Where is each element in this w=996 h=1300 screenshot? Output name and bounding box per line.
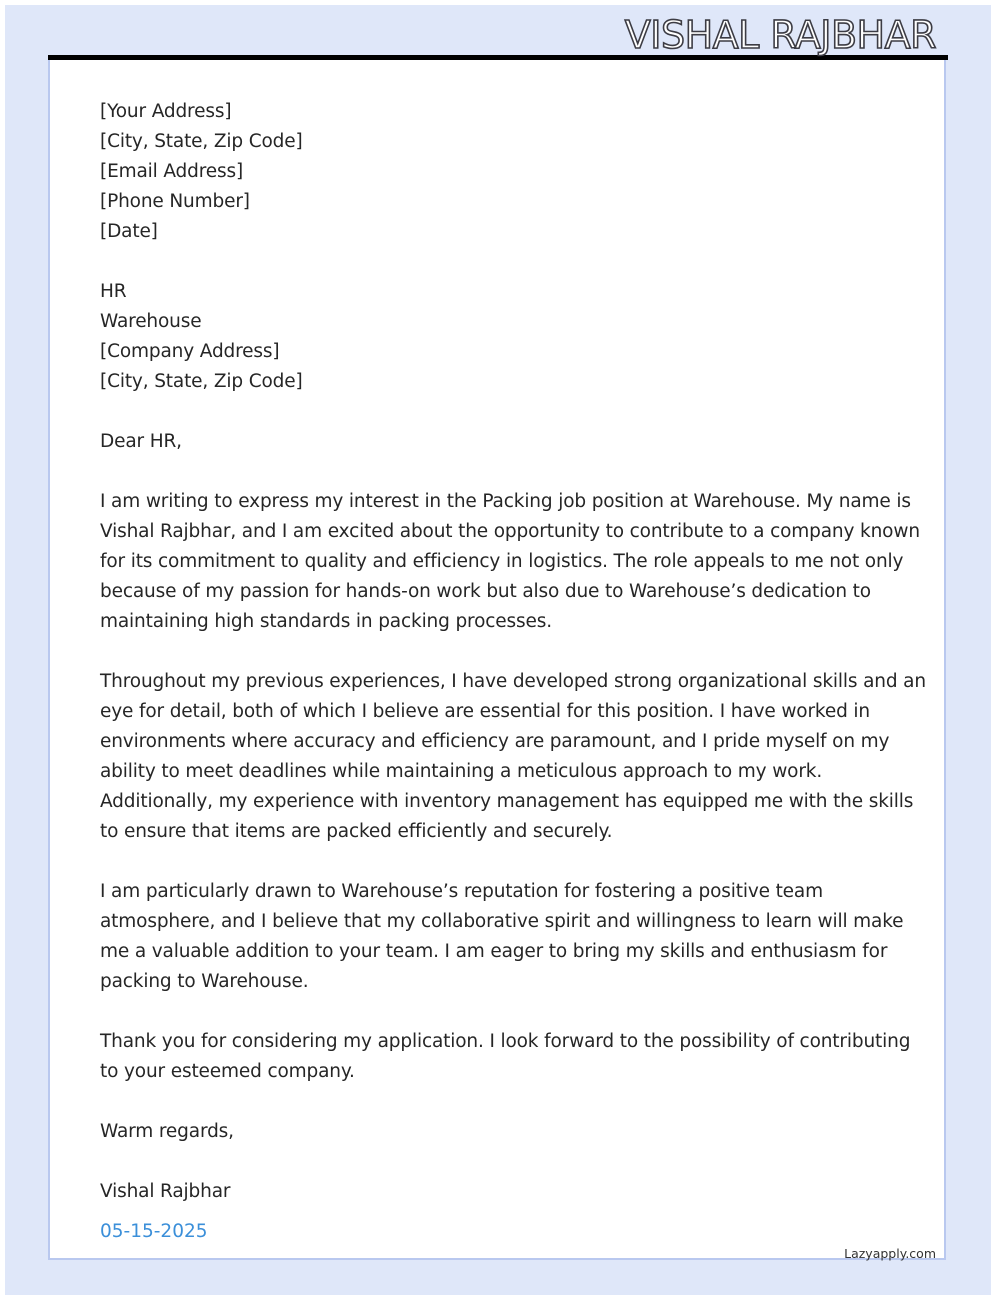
spacer [100,997,900,1027]
sender-date: [Date] [100,221,158,242]
spacer [100,1147,900,1177]
paragraph-line: ability to meet deadlines while maintaining a meticulous approach to my work. [100,761,823,782]
recipient-title: HR [100,281,127,302]
sender-email: [Email Address] [100,161,244,182]
paragraph-line: to your esteemed company. [100,1061,355,1082]
spacer [100,637,900,667]
sender-block [100,97,900,247]
footer-date: 05-15-2025 [100,1221,208,1242]
paragraph-line: I am particularly drawn to Warehouse’s reputation for fostering a positive team [100,881,823,902]
paragraph-line: environments where accuracy and efficiency are paramount, and I pride myself on my [100,731,890,752]
sender-city-state-zip: [City, State, Zip Code] [100,131,303,152]
paragraph-line: packing to Warehouse. [100,971,309,992]
paragraph-line: Vishal Rajbhar, and I am excited about the opportunity to contribute to a company known [100,521,920,542]
paragraph-line: eye for detail, both of which I believe are essential for this position. I have worked in [100,701,870,722]
spacer [100,1087,900,1117]
recipient-block [100,277,900,397]
recipient-address: [Company Address] [100,341,280,362]
paragraph-line: Throughout my previous experiences, I have developed strong organizational skills and an [100,671,926,692]
paragraph-line: for its commitment to quality and efficiency in logistics. The role appeals to me not only [100,551,904,572]
paragraph-line: atmosphere, and I believe that my collaborative spirit and willingness to learn will make [100,911,904,932]
recipient-city-state-zip: [City, State, Zip Code] [100,371,303,392]
body-paragraph-3 [100,877,904,997]
sender-phone: [Phone Number] [100,191,250,212]
signature: Vishal Rajbhar [100,1181,231,1202]
sender-address: [Your Address] [100,101,232,122]
lazyapply-watermark: Lazyapply.com [844,1246,936,1261]
paragraph-line: to ensure that items are packed efficiently and securely. [100,821,613,842]
recipient-company: Warehouse [100,311,202,332]
paragraph-line: Thank you for considering my application. I look forward to the possibility of contributing [100,1031,911,1052]
spacer [100,397,900,427]
paragraph-line: I am writing to express my interest in the Packing job position at Warehouse. My name is [100,491,911,512]
greeting: Dear HR, [100,431,182,452]
paragraph-line: me a valuable addition to your team. I am eager to bring my skills and enthusiasm for [100,941,888,962]
header-name: VISHAL RAJBHAR [624,13,936,57]
spacer [100,457,900,487]
paragraph-line: maintaining high standards in packing processes. [100,611,552,632]
spacer [100,247,900,277]
spacer [100,847,900,877]
cover-letter-body [100,97,926,1207]
body-paragraph-1 [100,487,920,637]
body-paragraph-4 [100,1027,911,1087]
paragraph-line: Additionally, my experience with inventory management has equipped me with the skills [100,791,914,812]
closing: Warm regards, [100,1121,234,1142]
body-paragraph-2 [100,667,926,847]
paragraph-line: because of my passion for hands-on work but also due to Warehouse’s dedication to [100,581,871,602]
